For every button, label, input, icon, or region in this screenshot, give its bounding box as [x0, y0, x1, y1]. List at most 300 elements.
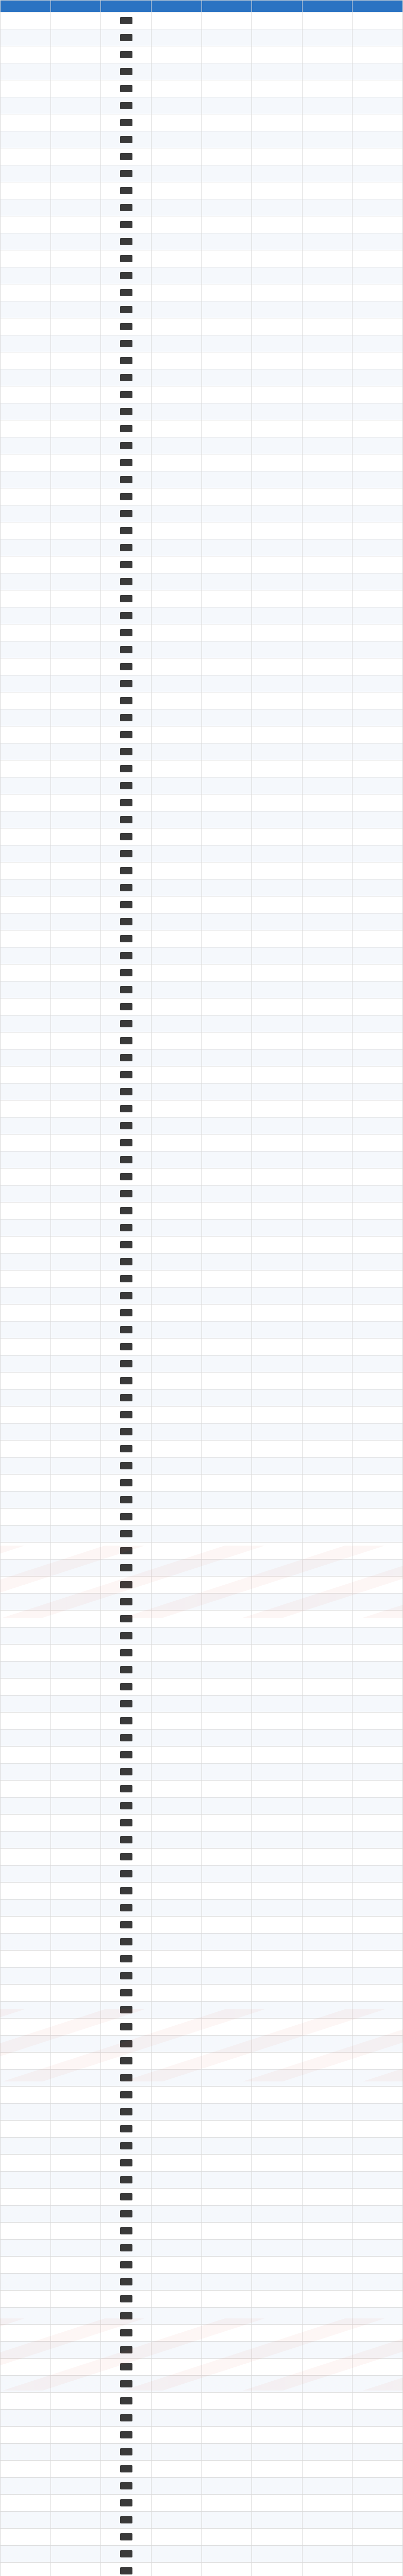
package-icon: [120, 1105, 132, 1112]
cell-voltage: [151, 2155, 202, 2172]
cell-density: [302, 114, 352, 131]
table-row: [1, 1934, 403, 1951]
cell-compatibility: [352, 1968, 403, 1985]
cell-brand: [51, 1202, 101, 1219]
cell-dimensions: [202, 1662, 252, 1679]
cell-part-number: [1, 1866, 51, 1883]
table-row: [1, 522, 403, 539]
cell-compatibility: [352, 352, 403, 369]
cell-density: [302, 947, 352, 964]
cell-package: [101, 607, 152, 624]
cell-package: [101, 2087, 152, 2104]
cell-density: [302, 2019, 352, 2036]
cell-compatibility: [352, 1577, 403, 1594]
cell-part-number: [1, 2257, 51, 2274]
cell-compatibility: [352, 556, 403, 573]
cell-part-number: [1, 2240, 51, 2257]
cell-compatibility: [352, 2410, 403, 2427]
cell-density: [302, 1577, 352, 1594]
cell-brand: [51, 2036, 101, 2053]
cell-speed: [252, 267, 303, 284]
cell-dimensions: [202, 2376, 252, 2393]
cell-brand: [51, 709, 101, 726]
cell-compatibility: [352, 743, 403, 760]
cell-part-number: [1, 1389, 51, 1406]
cell-brand: [51, 1458, 101, 1475]
cell-dimensions: [202, 1509, 252, 1526]
cell-density: [302, 1389, 352, 1406]
cell-package: [101, 182, 152, 199]
cell-part-number: [1, 2172, 51, 2189]
cell-density: [302, 1083, 352, 1100]
cell-compatibility: [352, 2087, 403, 2104]
table-row: [1, 2138, 403, 2155]
package-icon: [120, 1938, 132, 1945]
cell-brand: [51, 2393, 101, 2410]
table-row: [1, 2529, 403, 2546]
cell-voltage: [151, 2393, 202, 2410]
cell-package: [101, 80, 152, 97]
cell-compatibility: [352, 2206, 403, 2223]
cell-part-number: [1, 284, 51, 301]
cell-density: [302, 2087, 352, 2104]
cell-voltage: [151, 2274, 202, 2291]
package-icon: [120, 2227, 132, 2234]
cell-compatibility: [352, 1287, 403, 1304]
package-icon: [120, 2329, 132, 2336]
cell-brand: [51, 1951, 101, 1968]
package-icon: [120, 323, 132, 330]
cell-density: [302, 1015, 352, 1032]
cell-dimensions: [202, 2138, 252, 2155]
table-row: [1, 658, 403, 675]
package-icon: [120, 1581, 132, 1588]
cell-density: [302, 1560, 352, 1577]
cell-voltage: [151, 2529, 202, 2546]
cell-part-number: [1, 1951, 51, 1968]
cell-voltage: [151, 573, 202, 590]
cell-speed: [252, 1475, 303, 1492]
package-icon: [120, 1122, 132, 1129]
cell-dimensions: [202, 1594, 252, 1611]
cell-voltage: [151, 1832, 202, 1849]
cell-voltage: [151, 845, 202, 862]
cell-speed: [252, 1492, 303, 1509]
table-row: [1, 2121, 403, 2138]
cell-speed: [252, 1440, 303, 1458]
table-header-row: [1, 1, 403, 12]
cell-compatibility: [352, 1832, 403, 1849]
cell-dimensions: [202, 1526, 252, 1543]
cell-density: [302, 998, 352, 1015]
table-row: [1, 471, 403, 488]
cell-density: [302, 1049, 352, 1066]
cell-part-number: [1, 1032, 51, 1049]
cell-package: [101, 2308, 152, 2325]
cell-brand: [51, 318, 101, 335]
cell-brand: [51, 1849, 101, 1866]
package-icon: [120, 1989, 132, 1996]
package-icon: [120, 680, 132, 687]
cell-voltage: [151, 403, 202, 420]
cell-voltage: [151, 284, 202, 301]
cell-part-number: [1, 2529, 51, 2546]
header-brand: [51, 1, 101, 12]
cell-compatibility: [352, 1338, 403, 1355]
cell-density: [302, 182, 352, 199]
cell-speed: [252, 862, 303, 879]
cell-voltage: [151, 862, 202, 879]
cell-dimensions: [202, 692, 252, 709]
cell-brand: [51, 2478, 101, 2495]
cell-dimensions: [202, 2257, 252, 2274]
cell-package: [101, 1049, 152, 1066]
cell-compatibility: [352, 2189, 403, 2206]
cell-dimensions: [202, 437, 252, 454]
cell-speed: [252, 1594, 303, 1611]
cell-voltage: [151, 97, 202, 114]
table-row: [1, 1560, 403, 1577]
cell-part-number: [1, 1985, 51, 2002]
cell-package: [101, 1423, 152, 1440]
cell-speed: [252, 12, 303, 29]
package-icon: [120, 1751, 132, 1758]
cell-compatibility: [352, 1526, 403, 1543]
package-icon: [120, 1904, 132, 1911]
package-icon: [120, 2363, 132, 2370]
cell-compatibility: [352, 709, 403, 726]
package-icon: [120, 782, 132, 789]
cell-speed: [252, 2291, 303, 2308]
package-icon: [120, 799, 132, 806]
cell-density: [302, 692, 352, 709]
cell-density: [302, 1168, 352, 1185]
cell-dimensions: [202, 2240, 252, 2257]
cell-package: [101, 624, 152, 641]
table-row: [1, 1747, 403, 1764]
cell-speed: [252, 1117, 303, 1134]
cell-compatibility: [352, 2376, 403, 2393]
cell-compatibility: [352, 1662, 403, 1679]
cell-dimensions: [202, 1985, 252, 2002]
cell-dimensions: [202, 1645, 252, 1662]
package-icon: [120, 476, 132, 483]
cell-compatibility: [352, 1066, 403, 1083]
cell-speed: [252, 964, 303, 981]
package-icon: [120, 2040, 132, 2047]
cell-speed: [252, 2410, 303, 2427]
cell-dimensions: [202, 2121, 252, 2138]
cell-speed: [252, 2257, 303, 2274]
cell-dimensions: [202, 2053, 252, 2070]
cell-voltage: [151, 539, 202, 556]
cell-dimensions: [202, 1866, 252, 1883]
table-row: [1, 709, 403, 726]
cell-voltage: [151, 2189, 202, 2206]
cell-voltage: [151, 318, 202, 335]
cell-brand: [51, 1372, 101, 1389]
cell-voltage: [151, 1423, 202, 1440]
table-row: [1, 2359, 403, 2376]
cell-dimensions: [202, 1492, 252, 1509]
cell-density: [302, 2529, 352, 2546]
table-row: [1, 335, 403, 352]
cell-brand: [51, 2410, 101, 2427]
cell-density: [302, 2155, 352, 2172]
cell-density: [302, 964, 352, 981]
cell-package: [101, 641, 152, 658]
cell-dimensions: [202, 2223, 252, 2240]
cell-dimensions: [202, 1951, 252, 1968]
cell-compatibility: [352, 2325, 403, 2342]
cell-part-number: [1, 1117, 51, 1134]
cell-compatibility: [352, 1321, 403, 1338]
cell-package: [101, 1815, 152, 1832]
cell-compatibility: [352, 148, 403, 165]
cell-brand: [51, 335, 101, 352]
table-row: [1, 1304, 403, 1321]
cell-density: [302, 2342, 352, 2359]
cell-compatibility: [352, 573, 403, 590]
cell-part-number: [1, 199, 51, 216]
cell-density: [302, 403, 352, 420]
table-row: [1, 1321, 403, 1338]
cell-part-number: [1, 148, 51, 165]
cell-part-number: [1, 692, 51, 709]
cell-compatibility: [352, 1934, 403, 1951]
cell-speed: [252, 1577, 303, 1594]
cell-package: [101, 2529, 152, 2546]
table-row: [1, 879, 403, 896]
cell-package: [101, 1338, 152, 1355]
package-icon: [120, 2125, 132, 2132]
cell-part-number: [1, 1202, 51, 1219]
cell-voltage: [151, 165, 202, 182]
cell-compatibility: [352, 998, 403, 1015]
cell-brand: [51, 1764, 101, 1781]
cell-dimensions: [202, 2342, 252, 2359]
cell-package: [101, 896, 152, 913]
table-row: [1, 1458, 403, 1475]
cell-voltage: [151, 2121, 202, 2138]
cell-voltage: [151, 352, 202, 369]
cell-speed: [252, 1781, 303, 1798]
cell-package: [101, 97, 152, 114]
cell-part-number: [1, 1747, 51, 1764]
cell-compatibility: [352, 2002, 403, 2019]
cell-density: [302, 1985, 352, 2002]
cell-dimensions: [202, 1338, 252, 1355]
cell-voltage: [151, 624, 202, 641]
cell-part-number: [1, 386, 51, 403]
package-icon: [120, 289, 132, 296]
cell-brand: [51, 437, 101, 454]
cell-density: [302, 760, 352, 777]
cell-part-number: [1, 2512, 51, 2529]
package-icon: [120, 816, 132, 823]
cell-dimensions: [202, 607, 252, 624]
cell-brand: [51, 2291, 101, 2308]
cell-speed: [252, 1764, 303, 1781]
cell-part-number: [1, 1917, 51, 1934]
cell-speed: [252, 641, 303, 658]
cell-density: [302, 743, 352, 760]
cell-voltage: [151, 1032, 202, 1049]
cell-brand: [51, 1815, 101, 1832]
cell-voltage: [151, 760, 202, 777]
cell-compatibility: [352, 1543, 403, 1560]
cell-dimensions: [202, 1066, 252, 1083]
cell-brand: [51, 471, 101, 488]
cell-speed: [252, 1985, 303, 2002]
cell-dimensions: [202, 879, 252, 896]
cell-compatibility: [352, 1253, 403, 1270]
package-icon: [120, 119, 132, 126]
cell-dimensions: [202, 2325, 252, 2342]
cell-density: [302, 1951, 352, 1968]
cell-dimensions: [202, 1134, 252, 1151]
table-row: [1, 2563, 403, 2576]
cell-dimensions: [202, 624, 252, 641]
cell-brand: [51, 1270, 101, 1287]
cell-density: [302, 488, 352, 505]
package-icon: [120, 102, 132, 109]
cell-voltage: [151, 1951, 202, 1968]
cell-brand: [51, 1713, 101, 1730]
header-package: [101, 1, 152, 12]
cell-brand: [51, 12, 101, 29]
cell-voltage: [151, 998, 202, 1015]
table-row: [1, 692, 403, 709]
cell-brand: [51, 2019, 101, 2036]
cell-package: [101, 1679, 152, 1696]
cell-part-number: [1, 1321, 51, 1338]
cell-part-number: [1, 131, 51, 148]
table-row: [1, 1440, 403, 1458]
cell-voltage: [151, 1849, 202, 1866]
cell-part-number: [1, 1287, 51, 1304]
cell-speed: [252, 2376, 303, 2393]
cell-speed: [252, 2104, 303, 2121]
cell-density: [302, 1696, 352, 1713]
cell-voltage: [151, 675, 202, 692]
cell-dimensions: [202, 182, 252, 199]
cell-density: [302, 658, 352, 675]
package-icon: [120, 578, 132, 585]
package-icon: [120, 170, 132, 177]
cell-brand: [51, 1730, 101, 1747]
cell-voltage: [151, 2070, 202, 2087]
cell-density: [302, 1628, 352, 1645]
cell-speed: [252, 437, 303, 454]
table-row: [1, 913, 403, 930]
table-row: [1, 811, 403, 828]
cell-compatibility: [352, 1849, 403, 1866]
cell-brand: [51, 2308, 101, 2325]
cell-voltage: [151, 1406, 202, 1423]
cell-package: [101, 981, 152, 998]
cell-voltage: [151, 1202, 202, 1219]
cell-speed: [252, 352, 303, 369]
package-icon: [120, 1598, 132, 1605]
cell-dimensions: [202, 760, 252, 777]
cell-density: [302, 1134, 352, 1151]
cell-speed: [252, 1032, 303, 1049]
cell-brand: [51, 1100, 101, 1117]
cell-speed: [252, 488, 303, 505]
cell-voltage: [151, 1560, 202, 1577]
cell-part-number: [1, 2206, 51, 2223]
cell-package: [101, 2393, 152, 2410]
cell-dimensions: [202, 1560, 252, 1577]
cell-speed: [252, 1151, 303, 1168]
package-icon: [120, 357, 132, 364]
cell-voltage: [151, 522, 202, 539]
cell-density: [302, 2274, 352, 2291]
cell-brand: [51, 1985, 101, 2002]
cell-voltage: [151, 437, 202, 454]
cell-part-number: [1, 1679, 51, 1696]
cell-voltage: [151, 743, 202, 760]
cell-part-number: [1, 1185, 51, 1202]
cell-voltage: [151, 2308, 202, 2325]
cell-dimensions: [202, 1934, 252, 1951]
cell-dimensions: [202, 2563, 252, 2576]
cell-speed: [252, 250, 303, 267]
cell-part-number: [1, 726, 51, 743]
cell-package: [101, 2495, 152, 2512]
cell-dimensions: [202, 641, 252, 658]
table-row: [1, 1526, 403, 1543]
cell-voltage: [151, 1883, 202, 1900]
cell-speed: [252, 879, 303, 896]
table-row: [1, 2342, 403, 2359]
cell-package: [101, 1696, 152, 1713]
cell-compatibility: [352, 1168, 403, 1185]
cell-part-number: [1, 301, 51, 318]
cell-package: [101, 2189, 152, 2206]
table-row: [1, 607, 403, 624]
cell-part-number: [1, 998, 51, 1015]
cell-dimensions: [202, 352, 252, 369]
cell-package: [101, 2223, 152, 2240]
cell-package: [101, 930, 152, 947]
cell-package: [101, 2461, 152, 2478]
cell-compatibility: [352, 1423, 403, 1440]
cell-speed: [252, 2138, 303, 2155]
cell-density: [302, 573, 352, 590]
cell-speed: [252, 2087, 303, 2104]
cell-density: [302, 97, 352, 114]
cell-compatibility: [352, 1355, 403, 1372]
table-row: [1, 2206, 403, 2223]
table-row: [1, 777, 403, 794]
cell-voltage: [151, 1645, 202, 1662]
cell-dimensions: [202, 896, 252, 913]
cell-brand: [51, 2359, 101, 2376]
cell-compatibility: [352, 2138, 403, 2155]
table-row: [1, 2461, 403, 2478]
cell-speed: [252, 913, 303, 930]
cell-part-number: [1, 2223, 51, 2240]
cell-part-number: [1, 1560, 51, 1577]
cell-voltage: [151, 182, 202, 199]
cell-density: [302, 1321, 352, 1338]
cell-package: [101, 2257, 152, 2274]
cell-speed: [252, 896, 303, 913]
cell-brand: [51, 2529, 101, 2546]
cell-voltage: [151, 709, 202, 726]
